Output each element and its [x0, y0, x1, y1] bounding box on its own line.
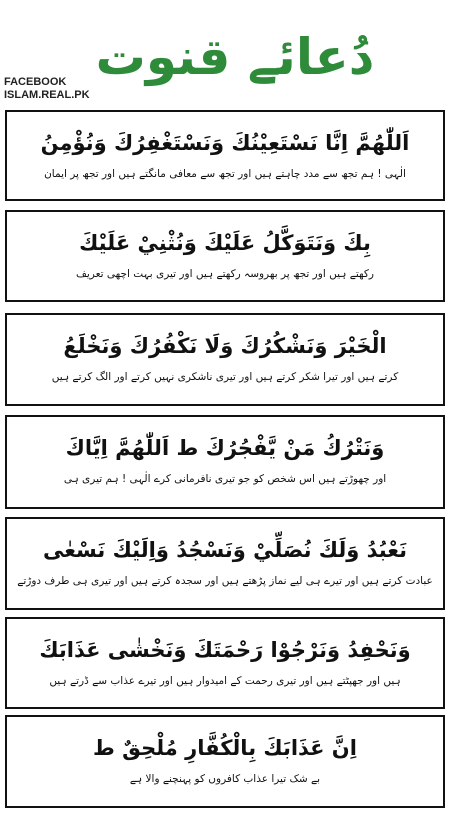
arabic-verse: اَللّٰهُمَّ اِنَّا نَسْتَعِيْنُكَ وَنَسْتَغْفِرُكَ وَنُؤْمِنُ [40, 131, 410, 155]
page-title: دُعائے قنوت [95, 28, 375, 86]
arabic-verse: الْخَيْرَ وَنَشْكُرُكَ وَلَا نَكْفُرُكَ وَنَخْلَعُ [63, 334, 387, 358]
arabic-verse: بِكَ وَنَتَوَكَّلُ عَلَيْكَ وَنُثْنِيْ عَلَيْكَ [79, 231, 371, 255]
urdu-translation: بے شک تیرا عذاب کافروں کو پہنچنے والا ہے [129, 773, 321, 785]
verse-panel-3 [5, 313, 445, 406]
urdu-translation: ہیں اور جھپٹتے ہیں اور تیری رحمت کے امیدوار ہیں اور تیرے عذاب سے ڈرتے ہیں [49, 675, 401, 687]
watermark [4, 76, 90, 102]
header [0, 0, 450, 108]
urdu-translation: کرتے ہیں اور تیرا شکر کرتے ہیں اور تیری ناشکری نہیں کرتے اور الگ کرتے ہیں [51, 371, 399, 383]
facebook-label: FACEBOOK [4, 76, 67, 88]
arabic-verse: نَعْبُدُ وَلَكَ نُصَلِّيْ وَنَسْجُدُ وَاِلَيْكَ نَسْعٰى [42, 538, 408, 562]
verse-panel-5 [5, 517, 445, 610]
urdu-translation: اور چھوڑتے ہیں اس شخص کو جو تیری نافرمانی کرے الٰہی ! ہم تیری ہی [63, 473, 387, 485]
page-handle: ISLAM.REAL.PK [4, 89, 90, 101]
urdu-translation: رکھتے ہیں اور تجھ پر بھروسہ رکھتے ہیں اور تیری بہت اچھی تعریف [76, 268, 374, 280]
verse-panel-4 [5, 415, 445, 509]
verse-panel-6 [5, 617, 445, 709]
urdu-translation: عبادت کرتے ہیں اور تیرے ہی لیے نماز پڑھتے ہیں اور سجدہ کرتے ہیں اور تیری ہی طرف دوڑتے [17, 575, 433, 587]
arabic-verse: وَنَحْفِدُ وَنَرْجُوْا رَحْمَتَكَ وَنَخْشٰى عَذَابَكَ [39, 638, 411, 662]
urdu-translation: الٰہی ! ہم تجھ سے مدد چاہتے ہیں اور تجھ سے معافی مانگتے ہیں اور تجھ پر ایمان [44, 168, 406, 180]
verse-panel-2 [5, 210, 445, 302]
arabic-verse: وَنَتْرُكُ مَنْ يَّفْجُرُكَ ط اَللّٰهُمَّ اِيَّاكَ [65, 436, 385, 460]
arabic-verse: اِنَّ عَذَابَكَ بِالْكُفَّارِ مُلْحِقٌ ط [93, 736, 357, 760]
verse-panel-7 [5, 715, 445, 808]
verse-panel-1 [5, 110, 445, 201]
